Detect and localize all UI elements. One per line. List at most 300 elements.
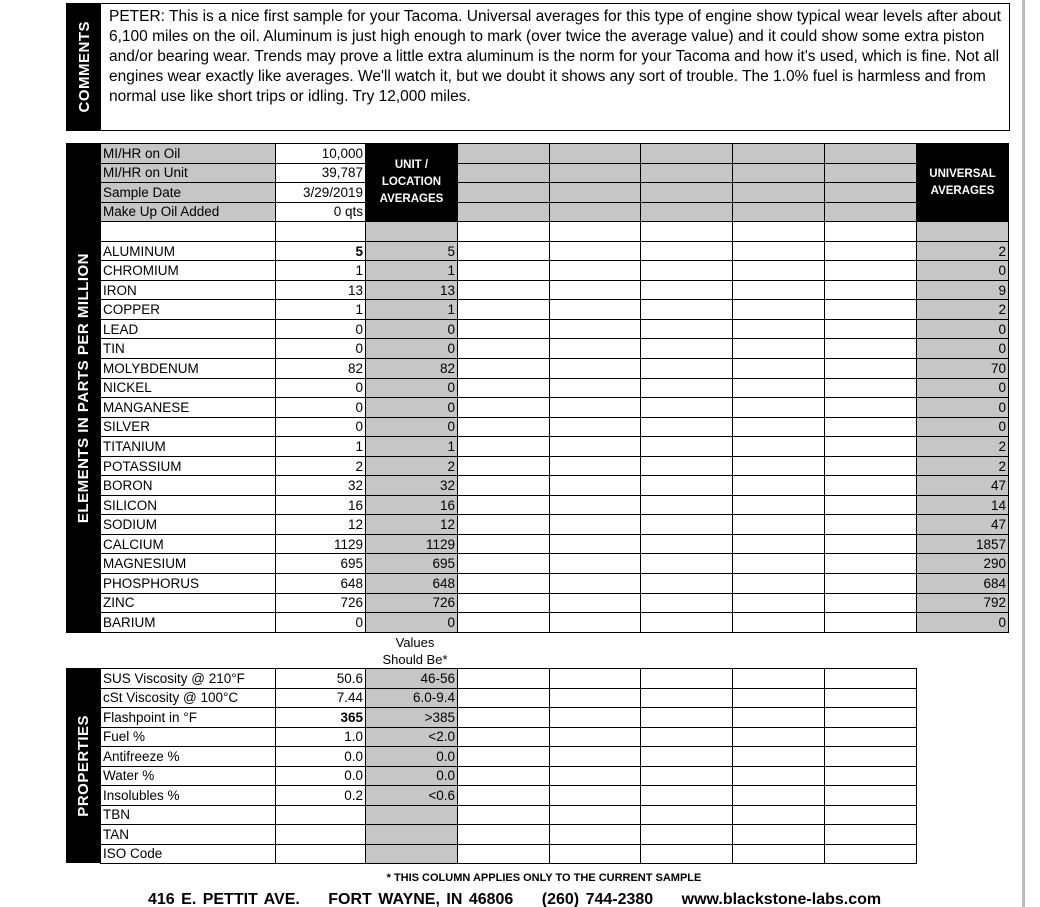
sample-info-row bbox=[101, 144, 1009, 164]
history-cell bbox=[641, 183, 733, 203]
sample-info-label: MI/HR on Unit bbox=[101, 163, 276, 183]
comments-heading: COMMENTS bbox=[75, 21, 93, 113]
property-row bbox=[101, 825, 917, 845]
history-cell bbox=[825, 688, 917, 708]
history-cell bbox=[458, 747, 550, 767]
history-cell bbox=[458, 163, 550, 183]
history-cell bbox=[458, 534, 550, 554]
history-cell bbox=[641, 844, 733, 864]
history-cell bbox=[550, 280, 641, 300]
history-cell bbox=[733, 766, 825, 786]
history-cell bbox=[825, 786, 917, 806]
history-cell bbox=[641, 417, 733, 437]
property-row bbox=[101, 805, 917, 825]
history-cell bbox=[458, 805, 550, 825]
element-universal-average: 2 bbox=[917, 300, 1009, 320]
spacer-cell bbox=[641, 222, 733, 242]
element-name: ZINC bbox=[101, 593, 276, 613]
element-name: BORON bbox=[101, 476, 276, 496]
history-cell bbox=[641, 825, 733, 845]
properties-table bbox=[100, 668, 917, 864]
element-unit-average: 1129 bbox=[366, 534, 458, 554]
history-cell bbox=[825, 476, 917, 496]
property-row bbox=[101, 708, 917, 728]
property-name: Flashpoint in °F bbox=[101, 708, 276, 728]
history-cell bbox=[458, 378, 550, 398]
history-cell bbox=[733, 456, 825, 476]
comments-section bbox=[66, 3, 1010, 131]
history-cell bbox=[641, 727, 733, 747]
element-universal-average: 684 bbox=[917, 574, 1009, 594]
element-unit-average: 1 bbox=[366, 300, 458, 320]
history-cell bbox=[550, 786, 641, 806]
sample-info-label: Make Up Oil Added bbox=[101, 202, 276, 222]
history-cell bbox=[550, 805, 641, 825]
element-universal-average: 0 bbox=[917, 261, 1009, 281]
history-cell bbox=[550, 476, 641, 496]
history-cell bbox=[733, 688, 825, 708]
element-unit-average: 32 bbox=[366, 476, 458, 496]
history-cell bbox=[825, 613, 917, 633]
property-name: Water % bbox=[101, 766, 276, 786]
element-unit-average: 5 bbox=[366, 241, 458, 261]
history-cell bbox=[550, 456, 641, 476]
element-row bbox=[101, 378, 1009, 398]
history-cell bbox=[733, 844, 825, 864]
element-value: 0 bbox=[276, 417, 366, 437]
history-cell bbox=[550, 825, 641, 845]
element-name: TIN bbox=[101, 339, 276, 359]
sample-info-value: 10,000 bbox=[276, 144, 366, 164]
history-cell bbox=[825, 844, 917, 864]
property-should-be: 6.0-9.4 bbox=[366, 688, 458, 708]
history-cell bbox=[825, 766, 917, 786]
history-cell bbox=[825, 727, 917, 747]
property-should-be: <0.6 bbox=[366, 786, 458, 806]
history-cell bbox=[458, 786, 550, 806]
history-cell bbox=[733, 183, 825, 203]
history-cell bbox=[458, 669, 550, 689]
element-value: 1129 bbox=[276, 534, 366, 554]
element-name: NICKEL bbox=[101, 378, 276, 398]
lab-address bbox=[148, 891, 903, 907]
element-row bbox=[101, 574, 1009, 594]
element-name: SILICON bbox=[101, 495, 276, 515]
history-cell bbox=[641, 280, 733, 300]
history-cell bbox=[550, 144, 641, 164]
history-cell bbox=[733, 202, 825, 222]
element-value: 13 bbox=[276, 280, 366, 300]
history-cell bbox=[733, 359, 825, 379]
element-row bbox=[101, 280, 1009, 300]
history-cell bbox=[825, 144, 917, 164]
element-unit-average: 0 bbox=[366, 417, 458, 437]
spacer-cell bbox=[825, 222, 917, 242]
history-cell bbox=[458, 515, 550, 535]
element-row bbox=[101, 456, 1009, 476]
sample-info-row bbox=[101, 183, 1009, 203]
properties-heading: PROPERTIES bbox=[74, 714, 92, 817]
element-name: BARIUM bbox=[101, 613, 276, 633]
history-cell bbox=[733, 534, 825, 554]
element-value: 16 bbox=[276, 495, 366, 515]
element-value: 0 bbox=[276, 613, 366, 633]
element-value: 1 bbox=[276, 261, 366, 281]
element-unit-average: 0 bbox=[366, 319, 458, 339]
history-cell bbox=[733, 727, 825, 747]
history-cell bbox=[458, 261, 550, 281]
history-cell bbox=[458, 144, 550, 164]
property-value: 50.6 bbox=[276, 669, 366, 689]
element-row bbox=[101, 495, 1009, 515]
history-cell bbox=[458, 398, 550, 418]
history-cell bbox=[641, 202, 733, 222]
history-cell bbox=[825, 669, 917, 689]
history-cell bbox=[641, 708, 733, 728]
property-name: Fuel % bbox=[101, 727, 276, 747]
history-cell bbox=[458, 688, 550, 708]
element-unit-average: 82 bbox=[366, 359, 458, 379]
history-cell bbox=[641, 359, 733, 379]
history-cell bbox=[550, 417, 641, 437]
element-universal-average: 0 bbox=[917, 398, 1009, 418]
history-cell bbox=[641, 747, 733, 767]
element-unit-average: 1 bbox=[366, 437, 458, 457]
element-universal-average: 14 bbox=[917, 495, 1009, 515]
element-unit-average: 726 bbox=[366, 593, 458, 613]
element-value: 695 bbox=[276, 554, 366, 574]
spacer-cell bbox=[917, 222, 1009, 242]
unit-location-averages-header bbox=[366, 144, 458, 222]
property-row bbox=[101, 669, 917, 689]
property-should-be bbox=[366, 825, 458, 845]
history-cell bbox=[550, 241, 641, 261]
history-cell bbox=[825, 574, 917, 594]
element-row bbox=[101, 476, 1009, 496]
history-cell bbox=[825, 398, 917, 418]
history-cell bbox=[733, 554, 825, 574]
element-name: CALCIUM bbox=[101, 534, 276, 554]
element-row bbox=[101, 339, 1009, 359]
spacer-cell bbox=[550, 222, 641, 242]
element-universal-average: 2 bbox=[917, 437, 1009, 457]
property-value: 7.44 bbox=[276, 688, 366, 708]
header-line: AVERAGES bbox=[379, 193, 444, 206]
element-universal-average: 2 bbox=[917, 241, 1009, 261]
history-cell bbox=[641, 144, 733, 164]
history-cell bbox=[458, 554, 550, 574]
history-cell bbox=[458, 280, 550, 300]
property-value: 365 bbox=[276, 708, 366, 728]
history-cell bbox=[825, 163, 917, 183]
spacer-cell bbox=[733, 222, 825, 242]
property-name: SUS Viscosity @ 210°F bbox=[101, 669, 276, 689]
property-should-be: 0.0 bbox=[366, 766, 458, 786]
property-should-be: 46-56 bbox=[366, 669, 458, 689]
element-unit-average: 0 bbox=[366, 339, 458, 359]
history-cell bbox=[825, 359, 917, 379]
element-unit-average: 0 bbox=[366, 398, 458, 418]
elements-section bbox=[66, 143, 1009, 633]
element-value: 5 bbox=[276, 241, 366, 261]
history-cell bbox=[825, 280, 917, 300]
page-edge-divider bbox=[1022, 0, 1025, 907]
history-cell bbox=[550, 708, 641, 728]
history-cell bbox=[458, 766, 550, 786]
history-cell bbox=[733, 574, 825, 594]
history-cell bbox=[733, 300, 825, 320]
element-unit-average: 695 bbox=[366, 554, 458, 574]
property-name: TBN bbox=[101, 805, 276, 825]
history-cell bbox=[550, 534, 641, 554]
element-unit-average: 12 bbox=[366, 515, 458, 535]
history-cell bbox=[825, 202, 917, 222]
property-value: 0.0 bbox=[276, 747, 366, 767]
property-name: TAN bbox=[101, 825, 276, 845]
history-cell bbox=[550, 844, 641, 864]
element-universal-average: 0 bbox=[917, 339, 1009, 359]
header-line: LOCATION bbox=[381, 176, 442, 189]
history-cell bbox=[458, 825, 550, 845]
history-cell bbox=[825, 183, 917, 203]
sample-info-label: MI/HR on Oil bbox=[101, 144, 276, 164]
element-value: 32 bbox=[276, 476, 366, 496]
element-row bbox=[101, 359, 1009, 379]
element-row bbox=[101, 554, 1009, 574]
element-name: SILVER bbox=[101, 417, 276, 437]
element-row bbox=[101, 300, 1009, 320]
history-cell bbox=[733, 339, 825, 359]
history-cell bbox=[458, 476, 550, 496]
history-cell bbox=[825, 593, 917, 613]
element-row bbox=[101, 241, 1009, 261]
history-cell bbox=[550, 495, 641, 515]
history-cell bbox=[733, 495, 825, 515]
history-cell bbox=[825, 437, 917, 457]
history-cell bbox=[733, 476, 825, 496]
spacer-cell bbox=[276, 222, 366, 242]
history-cell bbox=[825, 534, 917, 554]
history-cell bbox=[550, 437, 641, 457]
history-cell bbox=[458, 495, 550, 515]
history-cell bbox=[825, 417, 917, 437]
history-cell bbox=[641, 495, 733, 515]
sample-info-label: Sample Date bbox=[101, 183, 276, 203]
address-city: FORT WAYNE, IN 46806 bbox=[328, 891, 514, 907]
history-cell bbox=[641, 319, 733, 339]
property-name: cSt Viscosity @ 100°C bbox=[101, 688, 276, 708]
property-should-be: 0.0 bbox=[366, 747, 458, 767]
element-value: 1 bbox=[276, 437, 366, 457]
history-cell bbox=[641, 456, 733, 476]
element-row bbox=[101, 261, 1009, 281]
element-universal-average: 9 bbox=[917, 280, 1009, 300]
history-cell bbox=[641, 300, 733, 320]
history-cell bbox=[550, 515, 641, 535]
element-value: 0 bbox=[276, 398, 366, 418]
history-cell bbox=[458, 359, 550, 379]
property-value: 0.0 bbox=[276, 766, 366, 786]
elements-heading-bar bbox=[66, 143, 100, 633]
history-cell bbox=[825, 456, 917, 476]
property-should-be: <2.0 bbox=[366, 727, 458, 747]
history-cell bbox=[550, 593, 641, 613]
element-universal-average: 0 bbox=[917, 417, 1009, 437]
history-cell bbox=[641, 339, 733, 359]
sample-info-row bbox=[101, 163, 1009, 183]
property-row bbox=[101, 766, 917, 786]
history-cell bbox=[825, 805, 917, 825]
address-street: 416 E. PETTIT AVE. bbox=[148, 891, 300, 907]
property-value bbox=[276, 844, 366, 864]
history-cell bbox=[550, 261, 641, 281]
element-row bbox=[101, 437, 1009, 457]
element-row bbox=[101, 319, 1009, 339]
sample-info-row bbox=[101, 202, 1009, 222]
history-cell bbox=[733, 708, 825, 728]
history-cell bbox=[825, 515, 917, 535]
element-name: COPPER bbox=[101, 300, 276, 320]
universal-averages-header bbox=[917, 144, 1009, 222]
element-name: LEAD bbox=[101, 319, 276, 339]
history-cell bbox=[641, 593, 733, 613]
property-row bbox=[101, 727, 917, 747]
history-cell bbox=[641, 241, 733, 261]
spacer-row bbox=[101, 222, 1009, 242]
element-unit-average: 13 bbox=[366, 280, 458, 300]
column-footnote: * THIS COLUMN APPLIES ONLY TO THE CURRENT SAMPLE bbox=[386, 872, 702, 884]
history-cell bbox=[550, 554, 641, 574]
property-row bbox=[101, 786, 917, 806]
history-cell bbox=[550, 747, 641, 767]
history-cell bbox=[458, 202, 550, 222]
history-cell bbox=[733, 786, 825, 806]
element-universal-average: 290 bbox=[917, 554, 1009, 574]
property-row bbox=[101, 844, 917, 864]
history-cell bbox=[641, 574, 733, 594]
element-name: CHROMIUM bbox=[101, 261, 276, 281]
history-cell bbox=[733, 825, 825, 845]
element-value: 0 bbox=[276, 378, 366, 398]
history-cell bbox=[458, 183, 550, 203]
sample-info-value: 0 qts bbox=[276, 202, 366, 222]
history-cell bbox=[550, 398, 641, 418]
history-cell bbox=[458, 708, 550, 728]
history-cell bbox=[733, 261, 825, 281]
history-cell bbox=[825, 495, 917, 515]
comments-heading-bar bbox=[67, 4, 101, 130]
history-cell bbox=[641, 534, 733, 554]
element-universal-average: 2 bbox=[917, 456, 1009, 476]
history-cell bbox=[458, 593, 550, 613]
element-value: 12 bbox=[276, 515, 366, 535]
history-cell bbox=[733, 319, 825, 339]
history-cell bbox=[458, 844, 550, 864]
history-cell bbox=[550, 202, 641, 222]
property-row bbox=[101, 747, 917, 767]
element-universal-average: 47 bbox=[917, 476, 1009, 496]
element-universal-average: 1857 bbox=[917, 534, 1009, 554]
element-unit-average: 16 bbox=[366, 495, 458, 515]
history-cell bbox=[733, 280, 825, 300]
property-should-be bbox=[366, 805, 458, 825]
element-name: IRON bbox=[101, 280, 276, 300]
element-name: MAGNESIUM bbox=[101, 554, 276, 574]
history-cell bbox=[550, 574, 641, 594]
element-unit-average: 648 bbox=[366, 574, 458, 594]
history-cell bbox=[458, 727, 550, 747]
history-cell bbox=[641, 613, 733, 633]
values-should-be-note: Values Should Be* bbox=[382, 635, 448, 667]
element-row bbox=[101, 593, 1009, 613]
history-cell bbox=[458, 241, 550, 261]
element-row bbox=[101, 613, 1009, 633]
history-cell bbox=[733, 613, 825, 633]
element-unit-average: 2 bbox=[366, 456, 458, 476]
sample-info-value: 3/29/2019 bbox=[276, 183, 366, 203]
element-name: MANGANESE bbox=[101, 398, 276, 418]
element-universal-average: 0 bbox=[917, 319, 1009, 339]
history-cell bbox=[825, 261, 917, 281]
history-cell bbox=[641, 688, 733, 708]
history-cell bbox=[458, 613, 550, 633]
element-name: MOLYBDENUM bbox=[101, 359, 276, 379]
history-cell bbox=[733, 805, 825, 825]
sample-info-value: 39,787 bbox=[276, 163, 366, 183]
history-cell bbox=[550, 669, 641, 689]
history-cell bbox=[550, 319, 641, 339]
property-value: 1.0 bbox=[276, 727, 366, 747]
history-cell bbox=[733, 144, 825, 164]
element-name: SODIUM bbox=[101, 515, 276, 535]
history-cell bbox=[641, 378, 733, 398]
history-cell bbox=[733, 437, 825, 457]
history-cell bbox=[550, 688, 641, 708]
history-cell bbox=[641, 554, 733, 574]
history-cell bbox=[825, 554, 917, 574]
element-value: 726 bbox=[276, 593, 366, 613]
element-unit-average: 0 bbox=[366, 613, 458, 633]
history-cell bbox=[641, 437, 733, 457]
history-cell bbox=[458, 417, 550, 437]
element-value: 0 bbox=[276, 339, 366, 359]
property-should-be bbox=[366, 844, 458, 864]
history-cell bbox=[641, 786, 733, 806]
element-value: 82 bbox=[276, 359, 366, 379]
history-cell bbox=[458, 456, 550, 476]
element-row bbox=[101, 398, 1009, 418]
properties-heading-bar bbox=[66, 668, 100, 863]
history-cell bbox=[458, 339, 550, 359]
element-universal-average: 70 bbox=[917, 359, 1009, 379]
comment-text: PETER: This is a nice first sample for your Tacoma. Universal averages for this type of engine show typical wear levels after about 6,100 miles on the oil. Aluminum is just high enough to mark (over twice the average value) and it could show some extra piston and/or bearing wear. Trends may prove a little extra aluminum is the norm for your Tacoma and how it's used, which is fine. Not all engines wear exactly like averages. We'll watch it, but we doubt it shows any sort of trouble. The 1.0% fuel is harmless and from normal use like short trips or idling. Try 12,000 miles. bbox=[109, 8, 1001, 105]
property-name: Insolubles % bbox=[101, 786, 276, 806]
element-value: 2 bbox=[276, 456, 366, 476]
elements-heading: ELEMENTS IN PARTS PER MILLION bbox=[74, 252, 92, 524]
history-cell bbox=[458, 300, 550, 320]
element-unit-average: 0 bbox=[366, 378, 458, 398]
history-cell bbox=[641, 398, 733, 418]
history-cell bbox=[825, 708, 917, 728]
history-cell bbox=[458, 574, 550, 594]
history-cell bbox=[825, 747, 917, 767]
property-name: Antifreeze % bbox=[101, 747, 276, 767]
history-cell bbox=[550, 359, 641, 379]
history-cell bbox=[550, 766, 641, 786]
history-cell bbox=[641, 766, 733, 786]
header-line: UNIVERSAL bbox=[929, 167, 996, 180]
property-value bbox=[276, 825, 366, 845]
